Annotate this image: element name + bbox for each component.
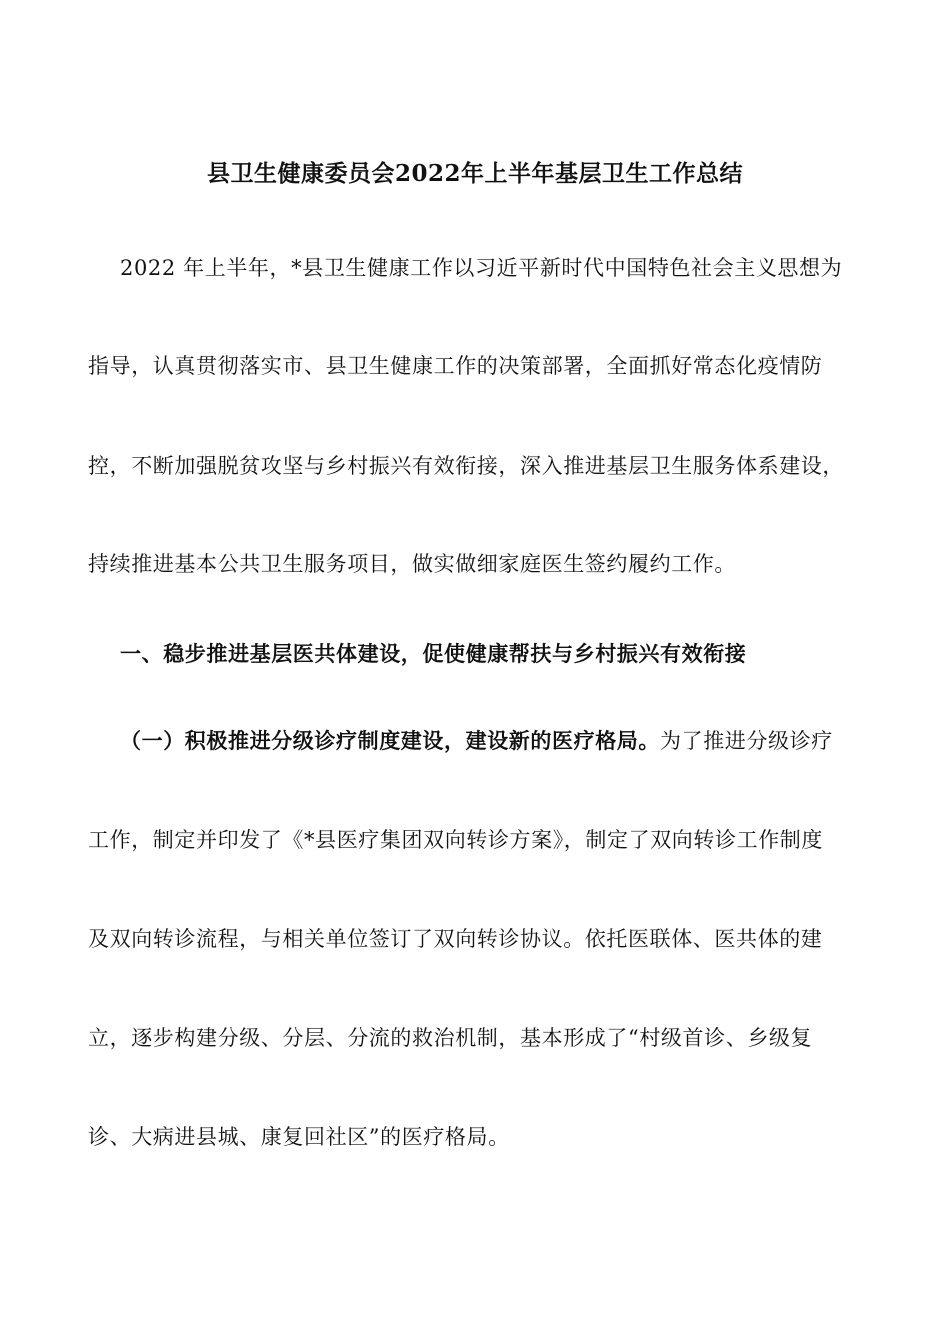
subsection-1-line-5: 诊、大病进县城、康复回社区”的医疗格局。 bbox=[88, 1125, 510, 1149]
intro-line-2: 指导，认真贯彻落实市、县卫生健康工作的决策部署，全面抓好常态化疫情防 bbox=[88, 354, 823, 378]
subsection-1-first-line-rest: 为了推进分级诊疗 bbox=[660, 729, 833, 753]
subsection-1-line-2: 工作，制定并印发了《*县医疗集团双向转诊方案》，制定了双向转诊工作制度 bbox=[88, 828, 823, 852]
intro-line-3: 控，不断加强脱贫攻坚与乡村振兴有效衔接，深入推进基层卫生服务体系建设， bbox=[88, 454, 844, 478]
subsection-1-line-4: 立，逐步构建分级、分层、分流的救治机制，基本形成了“村级首诊、乡级复 bbox=[88, 1026, 813, 1050]
document-title: 县卫生健康委员会2022年上半年基层卫生工作总结 bbox=[206, 160, 743, 187]
intro-line-4: 持续推进基本公共卫生服务项目，做实做细家庭医生签约履约工作。 bbox=[88, 552, 736, 576]
subsection-1-first-line bbox=[120, 726, 878, 756]
section-heading-1: 一、稳步推进基层医共体建设，促使健康帮扶与乡村振兴有效衔接 bbox=[120, 641, 747, 666]
intro-line-1: 2022 年上半年，*县卫生健康工作以习近平新时代中国特色社会主义思想为 bbox=[120, 256, 843, 280]
subsection-1-line-3: 及双向转诊流程，与相关单位签订了双向转诊协议。依托医联体、医共体的建 bbox=[88, 927, 823, 951]
subsection-1-lead: （一）积极推进分级诊疗制度建设，建设新的医疗格局。 bbox=[120, 728, 660, 753]
